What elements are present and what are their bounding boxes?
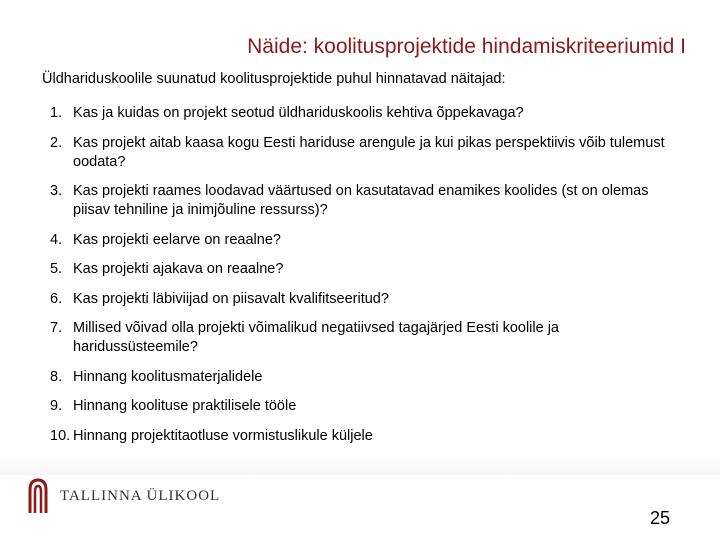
item-number: 8. bbox=[50, 368, 63, 385]
item-number: 3. bbox=[50, 183, 63, 199]
list-item bbox=[50, 290, 670, 309]
list-item bbox=[50, 104, 670, 123]
item-number: 7. bbox=[50, 320, 63, 336]
university-logo bbox=[28, 478, 220, 514]
list-item bbox=[50, 182, 670, 220]
university-logo-icon bbox=[28, 478, 48, 514]
list-item bbox=[50, 397, 670, 416]
criteria-list bbox=[50, 104, 670, 486]
item-text: Hinnang koolituse praktilisele tööle bbox=[73, 398, 297, 414]
list-item bbox=[50, 231, 670, 250]
intro-text: Üldhariduskoolile suunatud koolitusprojektide puhul hinnatavad näitajad: bbox=[42, 71, 506, 87]
item-number: 1. bbox=[50, 105, 63, 121]
logo-text: TALLINNA ÜLIKOOL bbox=[60, 487, 221, 504]
page-number: 25 bbox=[650, 508, 671, 528]
item-number: 5. bbox=[50, 261, 63, 277]
item-text: Kas ja kuidas on projekt seotud üldhariduskoolis kehtiva õppekavaga? bbox=[73, 105, 524, 121]
item-number: 2. bbox=[50, 134, 63, 151]
item-number: 6. bbox=[50, 290, 63, 307]
item-text: Kas projekti eelarve on reaalne? bbox=[73, 231, 281, 248]
list-item bbox=[50, 427, 670, 446]
item-number: 9. bbox=[50, 398, 63, 414]
list-item bbox=[50, 368, 670, 387]
item-text: Kas projekt aitab kaasa kogu Eesti hariduse arengule ja kui pikas perspektiivis võib tulemust oodata? bbox=[73, 134, 665, 170]
list-item bbox=[50, 319, 670, 357]
item-number: 4. bbox=[50, 231, 63, 248]
item-text: Hinnang koolitusmaterjalidele bbox=[73, 368, 263, 385]
item-text: Millised võivad olla projekti võimalikud negatiivsed tagajärjed Eesti koolile ja haridussüsteemile? bbox=[73, 320, 559, 355]
item-text: Kas projekti läbiviijad on piisavalt kvalifitseeritud? bbox=[73, 290, 389, 307]
item-number: 10. bbox=[50, 427, 71, 444]
list-item bbox=[50, 134, 670, 172]
list-item bbox=[50, 260, 670, 279]
item-text: Kas projekti raames loodavad väärtused on kasutatavad enamikes koolides (st on olemas piisav tehniline ja inimjõuline ressurss)? bbox=[73, 183, 649, 218]
slide-title: Näide: koolitusprojektide hindamiskriteeriumid I bbox=[247, 35, 686, 58]
item-text: Kas projekti ajakava on reaalne? bbox=[73, 261, 284, 277]
footer-divider bbox=[0, 455, 720, 475]
item-text: Hinnang projektitaotluse vormistuslikule küljele bbox=[73, 427, 373, 444]
